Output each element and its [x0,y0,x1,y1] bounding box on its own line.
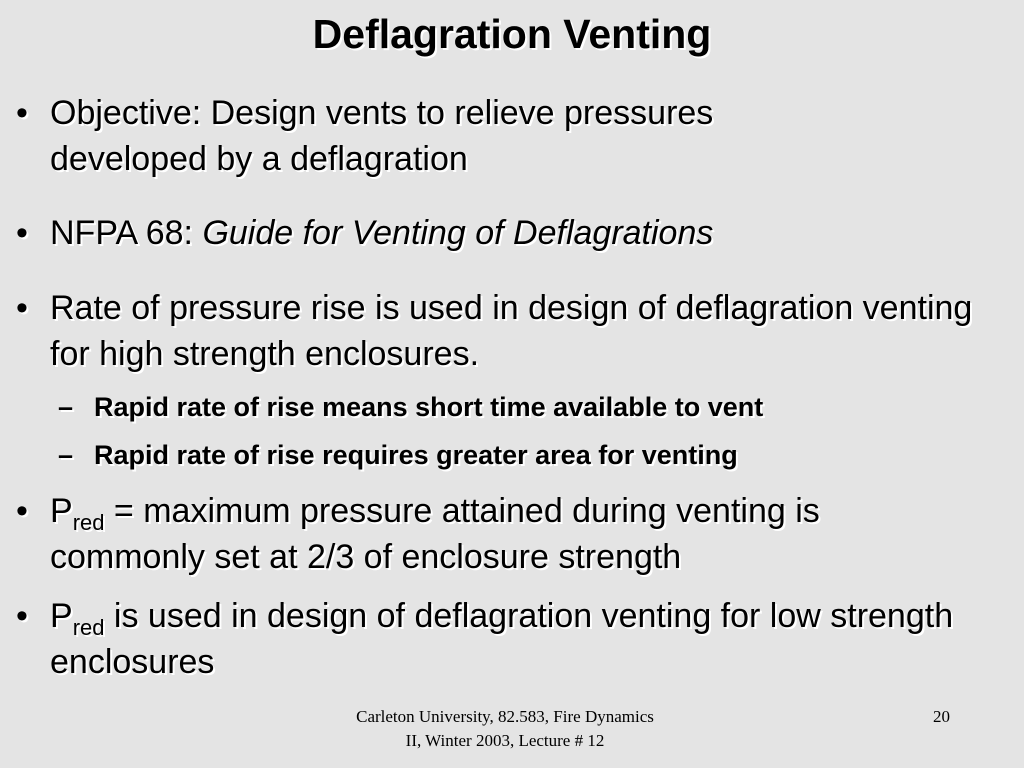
bullet-nfpa [16,210,1016,256]
bullet-rate-of-rise [16,285,1016,377]
sub-bullet-marker: – [58,440,74,470]
bullet-marker: • [16,289,28,327]
slide-footer: Carleton University, 82.583, Fire Dynamics II, Winter 2003, Lecture # 12 [356,707,654,750]
pred-symbol: P [50,492,73,530]
bullet-pred-low-strength [16,593,1016,685]
bullet-text [50,210,1016,256]
pred-definition-text: = maximum pressure attained during venting is commonly set at 2/3 of enclosure strength [50,492,820,576]
bullet-marker: • [16,214,28,252]
sub-bullet-short-time [58,387,1008,427]
bullet-objective [16,90,1016,182]
bullet-italic-title: Guide for Venting of Deflagrations [202,214,714,252]
sub-bullet-text: Rapid rate of rise requires greater area for venting [94,440,738,470]
pred-subscript: red [72,615,105,640]
bullet-text: Objective: Design vents to relieve pressures developed by a deflagration [50,94,714,178]
pred-low-strength-text: is used in design of deflagration venting for low strength enclosures [50,597,954,681]
sub-bullet-marker: – [58,392,74,422]
sub-bullet-greater-area [58,435,1008,475]
bullet-text: Rate of pressure rise is used in design of deflagration venting for high strength enclosures. [50,289,973,373]
page-number: 20 [933,707,950,726]
bullet-text [50,593,970,685]
bullet-marker: • [16,94,28,132]
bullet-marker: • [16,597,28,635]
bullet-lead: NFPA 68: [50,214,203,252]
bullet-pred-definition [16,488,1016,580]
sub-bullet-text: Rapid rate of rise means short time available to vent [94,392,764,422]
slide-title: Deflagration Venting [312,11,712,57]
bullet-text [50,488,970,580]
bullet-marker: • [16,492,28,530]
pred-subscript: red [72,510,105,535]
pred-symbol: P [50,597,73,635]
